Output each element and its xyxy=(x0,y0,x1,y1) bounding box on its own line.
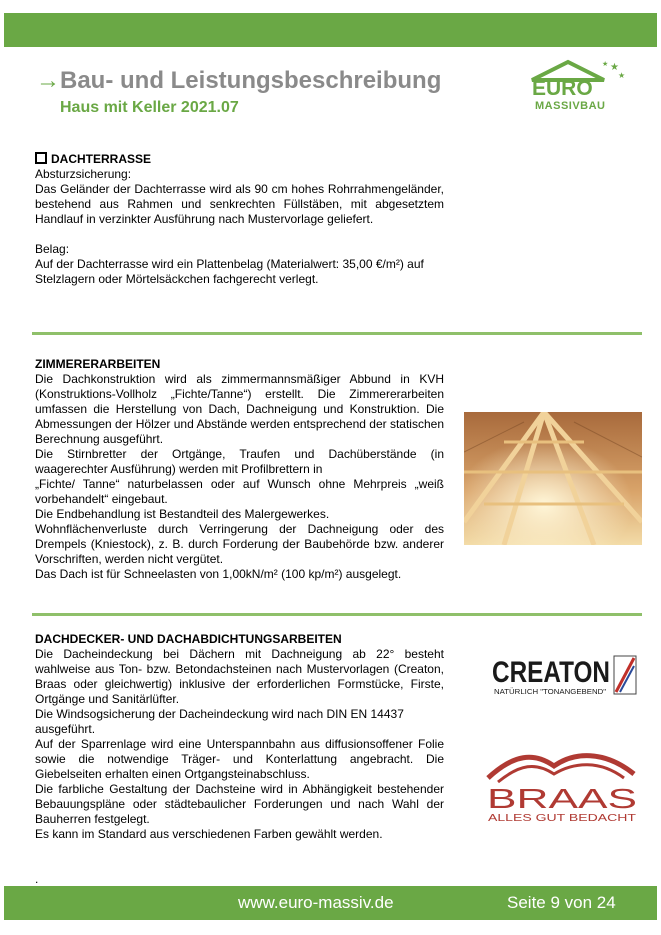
page-title: Bau- und Leistungsbeschreibung xyxy=(60,67,442,94)
section-heading: DACHTERRASSE xyxy=(51,152,152,166)
logo-brand: EURO xyxy=(532,77,593,100)
creaton-logo xyxy=(492,652,640,698)
paragraph: Es kann im Standard aus verschiedenen Farben gewählt werden. xyxy=(35,827,383,841)
paragraph: Wohnflächenverluste durch Verringerung der Dachneigung oder des Drempels (Kniestock), z. B. durch Forderung der Baubehörde bzw. anderer Vorschriften, werden nicht vergütet. xyxy=(35,522,444,566)
creaton-tagline: NATÜRLICH "TONANGEBEND" xyxy=(494,689,595,696)
page-subtitle: Haus mit Keller 2021.07 xyxy=(60,99,239,116)
paragraph: Das Geländer der Dachterrasse wird als 90 cm hohes Rohrrahmengeländer, bestehend aus Rahmen und senkrechten Füllstäben, mit abgesetztem Handlauf in verzinkter Ausführung nach Mustervorlage geliefert. xyxy=(35,182,444,226)
footer-website-link[interactable]: www.euro-massiv.de xyxy=(238,893,394,912)
section-heading: DACHDECKER- UND DACHABDICHTUNGSARBEITEN xyxy=(35,632,342,646)
section-divider xyxy=(32,613,642,616)
creaton-name: CREATON xyxy=(492,656,610,689)
footer-page-number: Seite 9 von 24 xyxy=(507,893,616,912)
svg-text:★: ★ xyxy=(602,60,609,68)
section-heading: ZIMMERERARBEITEN xyxy=(35,357,161,371)
logo-tagline: MASSIVBAU xyxy=(535,100,606,112)
svg-text:★: ★ xyxy=(610,62,619,73)
section-divider xyxy=(32,332,642,335)
paragraph: Die Dachkonstruktion wird als zimmermannsmäßiger Abbund in KVH (Konstruktions-Vollholz „Fichte/Tanne“) erstellt. Die Zimmererarbeiten umfassen die Herstellung von Dach, Dachneigung und Konstruktion. Die Abmessungen der Hölzer und Abstände werden entsprechend der statischen Berechnung ausgeführt. xyxy=(35,372,444,446)
paragraph: Das Dach ist für Schneelasten von 1,00kN/m² (100 kp/m²) ausgelegt. xyxy=(35,567,402,581)
section-dachterrasse xyxy=(35,152,444,287)
svg-text:★: ★ xyxy=(618,71,626,80)
roof-truss-photo xyxy=(464,412,642,545)
paragraph: Auf der Dachterrasse wird ein Plattenbelag (Materialwert: 35,00 €/m²) auf Stelzlagern oder Mörtelsäckchen fachgerecht verlegt. xyxy=(35,257,424,286)
paragraph: Die farbliche Gestaltung der Dachsteine wird in Abhängigkeit bestehender Bebauungspläne oder städtebaulicher Forderungen und nach Wahl der Bauherren festgelegt. xyxy=(35,782,444,826)
euro-massivbau-logo xyxy=(528,58,628,118)
paragraph: Die Endbehandlung ist Bestandteil des Malergewerkes. xyxy=(35,507,330,521)
section-dachdeckerarbeiten xyxy=(35,632,444,842)
checkbox-icon xyxy=(35,152,47,164)
braas-name: BRAAS xyxy=(487,783,637,814)
trailing-dot: . xyxy=(35,872,39,886)
paragraph: „Fichte/ Tanne“ naturbelassen oder auf Wunsch ohne Mehrpreis „weiß vorbehandelt“ eingebaut. xyxy=(35,477,444,506)
section-zimmererarbeiten xyxy=(35,357,444,582)
braas-logo xyxy=(484,744,642,824)
arrow-icon: → xyxy=(36,67,60,94)
paragraph-label: Belag: xyxy=(35,242,70,256)
paragraph: Auf der Sparrenlage wird eine Unterspannbahn aus diffusionsoffener Folie sowie die notwendige Träger- und Konterlattung angebracht. Die Giebelseiten erhalten einen Ortgangsteinabschluss. xyxy=(35,737,444,781)
paragraph: Die Dacheindeckung bei Dächern mit Dachneigung ab 22° besteht wahlweise aus Ton- bzw. Betondachsteinen nach Mustervorlagen (Creaton, Braas oder gleichwertig) inklusive der erforderlichen Formstücke, Firste, Ortgänge und Sanitärlüfter. xyxy=(35,647,444,706)
paragraph: Die Stirnbretter der Ortgänge, Traufen und Dachüberstände (in waagerechter Ausführung) werden mit Profilbrettern in xyxy=(35,447,444,476)
braas-tagline: ALLES GUT BEDACHT xyxy=(488,813,636,824)
top-green-bar xyxy=(4,13,657,47)
paragraph-label: Absturzsicherung: xyxy=(35,167,132,181)
paragraph: Die Windsogsicherung der Dacheindeckung wird nach DIN EN 14437 ausgeführt. xyxy=(35,707,404,736)
